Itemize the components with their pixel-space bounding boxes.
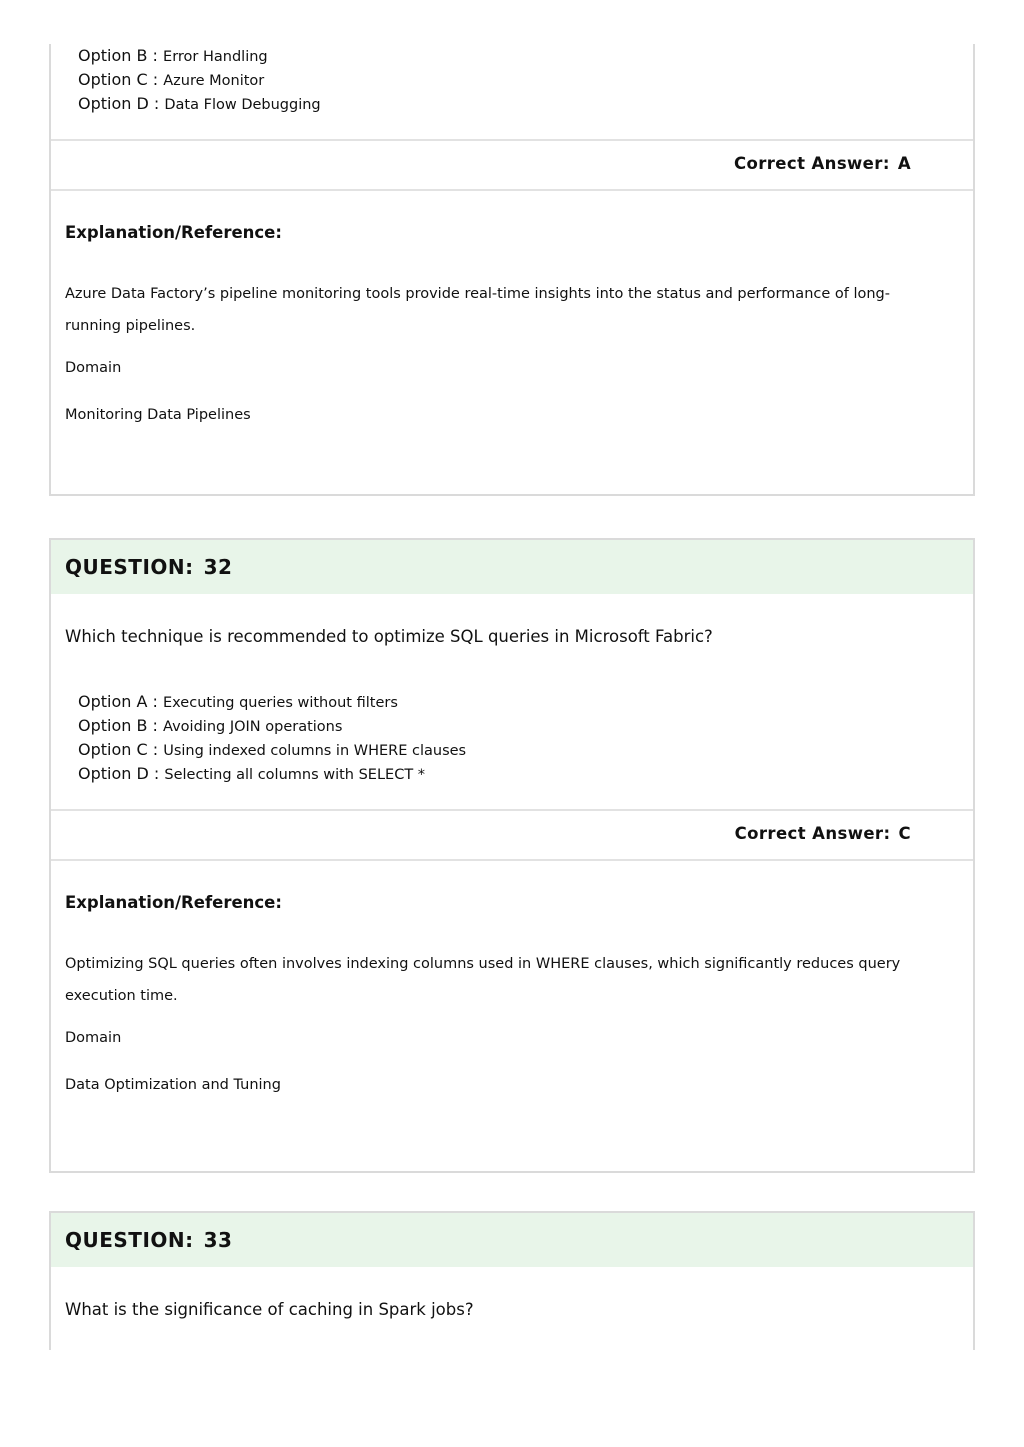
option-d [78,762,973,786]
option-text: Data Flow Debugging [164,97,321,113]
option-key: Option B : [78,716,158,735]
option-key: Option A : [78,692,158,711]
option-c [78,738,973,762]
option-text: Azure Monitor [163,73,265,89]
correct-answer [734,154,911,173]
question-label: QUESTION: [65,1228,194,1252]
correct-answer-row [51,139,973,191]
correct-answer-label: Correct Answer: [734,824,891,843]
option-b [78,44,973,68]
option-key: Option D : [78,94,160,113]
question-number: 33 [203,1228,233,1252]
option-key: Option C : [78,70,159,89]
option-text: Using indexed columns in WHERE clauses [163,743,467,759]
question-label: QUESTION: [65,555,194,579]
question-number: 32 [203,555,233,579]
correct-answer-row [51,809,973,861]
options-list [51,44,973,116]
correct-answer-label: Correct Answer: [733,154,890,173]
explanation-text: Azure Data Factory’s pipeline monitoring tools provide real-time insights into the status and performance of long-running pipelines. [65,286,890,334]
option-text: Error Handling [163,49,268,65]
option-b [78,714,973,738]
question-card-33 [49,1211,975,1350]
option-a [78,690,973,714]
correct-answer-value: C [898,824,911,843]
explanation-section [51,223,973,423]
question-header [51,540,973,594]
question-card-previous [49,44,975,496]
options-list [51,690,973,786]
option-key: Option B : [78,46,158,65]
question-header [51,1213,973,1267]
option-key: Option C : [78,740,159,759]
question-card-32 [49,538,975,1173]
option-text: Avoiding JOIN operations [163,719,343,735]
option-text: Executing queries without filters [163,695,398,711]
explanation-section [51,893,973,1093]
explanation-title: Explanation/Reference: [65,893,282,912]
option-text: Selecting all columns with SELECT * [164,767,426,783]
domain-value: Monitoring Data Pipelines [65,407,251,423]
domain-label: Domain [65,1030,122,1046]
option-c [78,68,973,92]
question-text: What is the significance of caching in Spark jobs? [65,1300,474,1319]
correct-answer-value: A [897,154,911,173]
domain-value: Data Optimization and Tuning [65,1077,281,1093]
domain-label: Domain [65,360,122,376]
explanation-title: Explanation/Reference: [65,223,282,242]
explanation-text: Optimizing SQL queries often involves indexing columns used in WHERE clauses, which significantly reduces query execution time. [65,956,901,1004]
correct-answer [735,824,911,843]
option-d [78,92,973,116]
option-key: Option D : [78,764,160,783]
question-text: Which technique is recommended to optimize SQL queries in Microsoft Fabric? [65,627,713,646]
